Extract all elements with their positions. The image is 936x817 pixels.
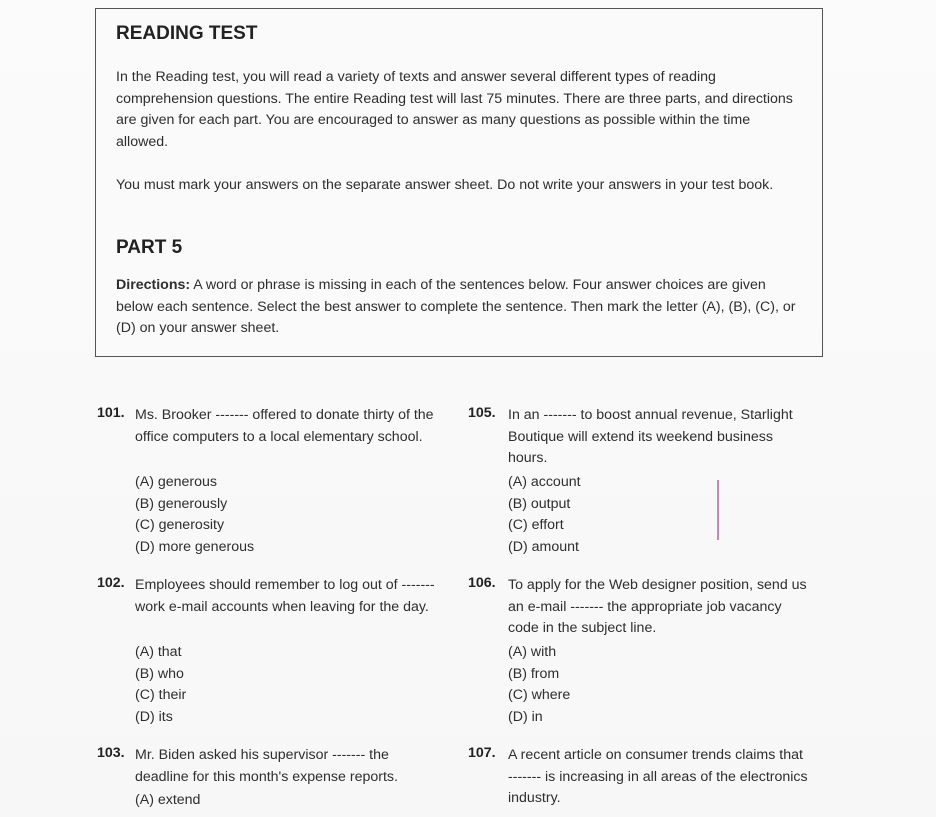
answer-option[interactable]: (B) who — [135, 665, 184, 682]
answer-option[interactable]: (C) where — [508, 687, 571, 703]
answer-option[interactable]: (D) its — [135, 708, 173, 725]
question-stem: Mr. Biden asked his supervisor ------- the deadline for this month's expense reports. — [135, 747, 398, 785]
answer-option[interactable]: (D) amount — [508, 538, 579, 555]
answer-option[interactable]: (B) from — [508, 665, 560, 682]
part-5-title: PART 5 — [116, 237, 183, 258]
answer-option[interactable]: (C) effort — [508, 517, 564, 533]
answer-option[interactable]: (D) in — [508, 708, 543, 725]
question-number: 107. — [468, 745, 496, 761]
answer-option[interactable]: (A) account — [508, 474, 581, 490]
answer-option[interactable]: (D) more generous — [135, 538, 255, 555]
question-stem: Ms. Brooker ------- offered to donate thirty of the office computers to a local elementary school. — [135, 407, 434, 445]
reading-test-title: READING TEST — [116, 23, 258, 44]
answer-options — [135, 472, 254, 558]
answer-options — [135, 790, 200, 812]
question-number: 103. — [97, 745, 125, 761]
pen-mark — [717, 480, 719, 540]
directions-text: A word or phrase is missing in each of the sentences below. Four answer choices are given below each sentence. Select the best answer to complete the sentence. Then mark the letter (A), (B), (C), or (D) on your answer sheet. — [116, 277, 796, 336]
question-number: 101. — [97, 405, 125, 421]
answer-option[interactable]: (C) their — [135, 687, 187, 703]
question-stem: To apply for the Web designer position, send us an e-mail ------- the appropriate job vacancy code in the subject line. — [508, 577, 807, 636]
answer-option[interactable]: (B) generously — [135, 495, 228, 512]
answer-option[interactable]: (C) generosity — [135, 517, 225, 533]
question-number: 105. — [468, 405, 496, 421]
question-number: 102. — [97, 575, 125, 591]
answer-options — [508, 472, 581, 558]
answer-options — [135, 642, 186, 728]
answer-option[interactable]: (A) extend — [135, 792, 201, 808]
answer-sheet-paragraph: You must mark your answers on the separate answer sheet. Do not write your answers in your test book. — [116, 177, 774, 193]
question-stem: A recent article on consumer trends claims that ------- is increasing in all areas of the electronics industry. — [508, 747, 808, 806]
answer-option[interactable]: (A) that — [135, 644, 182, 660]
reading-intro-paragraph: In the Reading test, you will read a variety of texts and answer several different types of reading comprehension questions. The entire Reading test will last 75 minutes. There are three parts, and directions are given for each part. You are encouraged to answer as many questions as possible within the time allowed. — [116, 69, 793, 150]
directions-label: Directions: — [116, 277, 191, 293]
answer-option[interactable]: (B) output — [508, 495, 571, 512]
answer-option[interactable]: (A) generous — [135, 474, 218, 490]
question-stem: In an ------- to boost annual revenue, Starlight Boutique will extend its weekend business hours. — [508, 407, 793, 466]
answer-options — [508, 642, 570, 728]
answer-option[interactable]: (A) with — [508, 644, 557, 660]
question-stem: Employees should remember to log out of ------- work e-mail accounts when leaving for the day. — [135, 577, 435, 615]
question-number: 106. — [468, 575, 496, 591]
